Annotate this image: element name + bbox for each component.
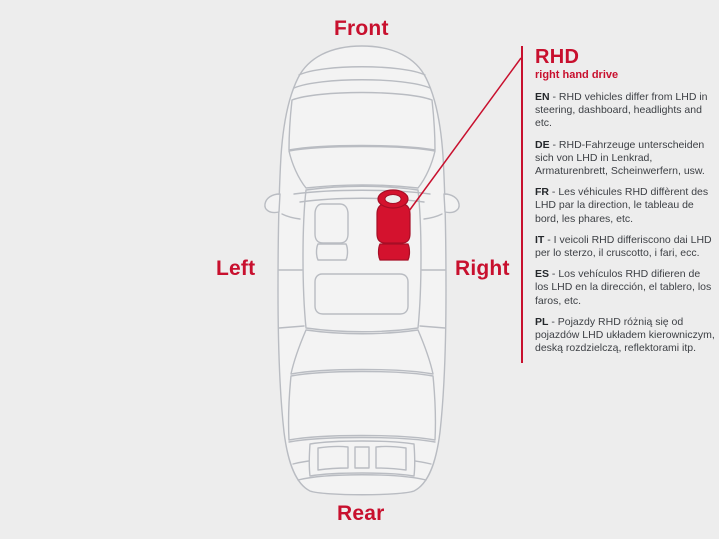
lang-text-de: - RHD-Fahrzeuge unterscheiden sich von LHD in Lenkrad, Armaturenbrett, Scheinwerfern, usw.: [535, 138, 705, 178]
label-rear: Rear: [337, 502, 385, 525]
lang-code-it: IT: [535, 233, 545, 246]
lang-text-it: - I veicoli RHD differiscono dai LHD per lo sterzo, il cruscotto, i fari, ecc.: [535, 233, 712, 260]
label-left: Left: [216, 257, 256, 280]
info-panel: [521, 46, 715, 363]
lang-text-pl: - Pojazdy RHD różnią się od pojazdów LHD układem kierowniczym, deską rozdzielczą, reflektorami itp.: [535, 315, 715, 355]
lang-code-en: EN: [535, 91, 550, 103]
lang-text-en: - RHD vehicles differ from LHD in steering, dashboard, headlights and etc.: [535, 91, 708, 130]
car-illustration: [252, 44, 472, 496]
lang-entry-en: [535, 91, 715, 131]
label-right: Right: [455, 257, 510, 280]
info-subtitle: right hand drive: [535, 69, 619, 81]
car-outline-svg: [252, 44, 472, 496]
lang-entry-pl: [535, 316, 715, 356]
lang-code-pl: PL: [535, 315, 549, 328]
lang-code-es: ES: [535, 268, 550, 281]
info-title: RHD: [535, 46, 580, 68]
lang-entry-de: [535, 139, 715, 179]
lang-text-fr: - Les véhicules RHD diffèrent des LHD par la direction, le tableau de bord, les phares, etc.: [535, 186, 709, 225]
lang-text-es: - Los vehículos RHD difieren de los LHD en la dirección, el tablero, los faros, etc.: [535, 268, 712, 307]
label-front: Front: [334, 17, 389, 40]
lang-code-de: DE: [535, 138, 550, 151]
lang-code-fr: FR: [535, 186, 549, 199]
lang-entry-fr: [535, 186, 715, 226]
lang-entry-es: [535, 268, 715, 308]
rhd-highlight: [377, 190, 410, 260]
lang-entry-it: [535, 234, 715, 260]
